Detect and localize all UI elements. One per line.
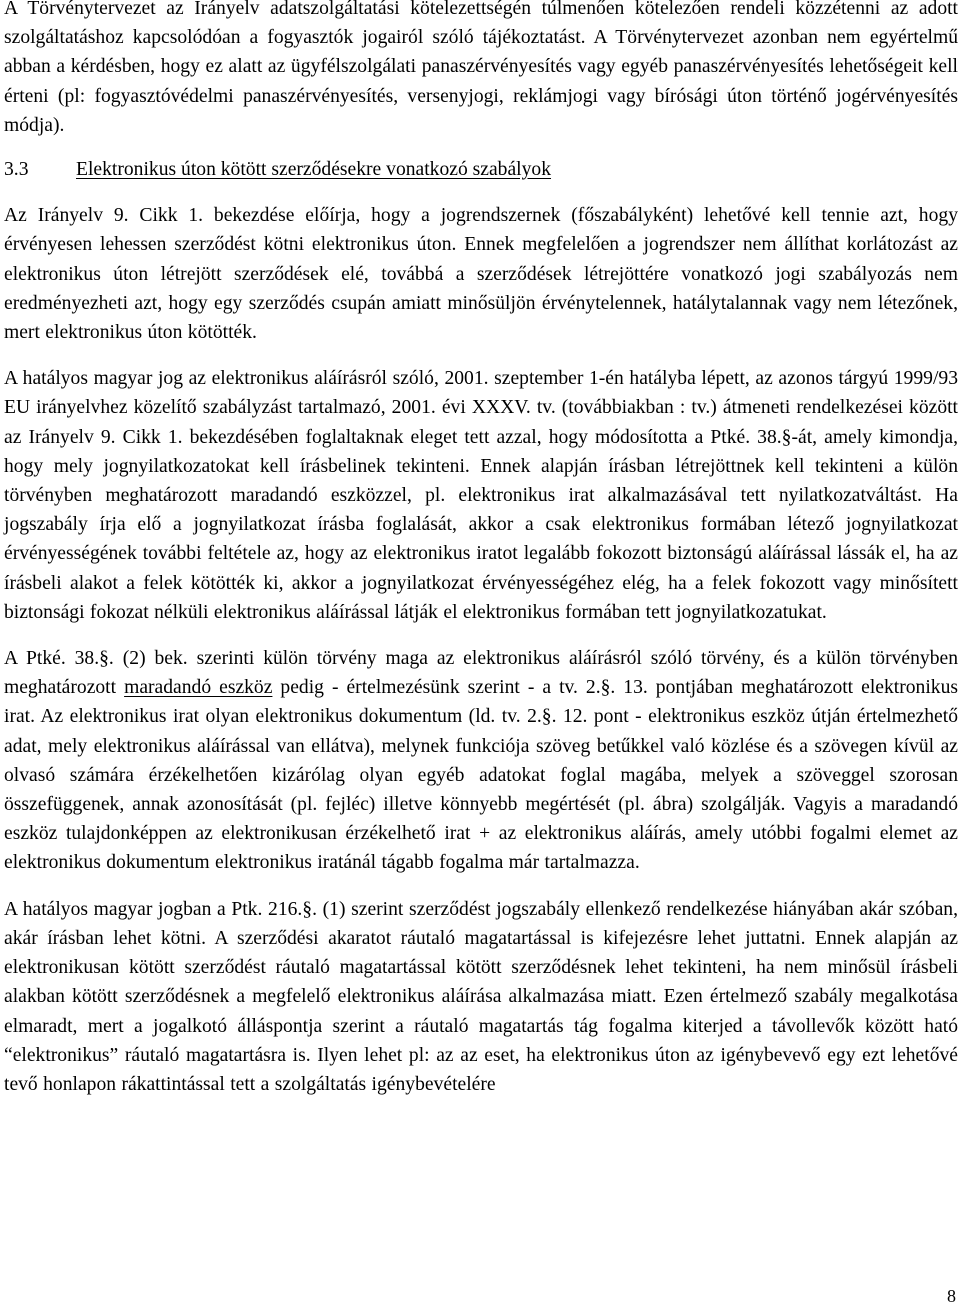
spacer [4,140,958,155]
intro-paragraph: A Törvénytervezet az Irányelv adatszolgáltatási kötelezettségén túlmenően kötelezően rendeli közzétenni az adott szolgáltatáshoz kapcsolódóan a fogyasztók jogairól szóló tájékoztatást. A Törvénytervezet azonban nem egyértelmű abban a kérdésben, hogy ez alatt az ügyfélszolgálati panaszérvényesítés vagy egyéb panaszérvényesítés lehetőségeit kell érteni (pl: fogyasztóvédelmi panaszérvényesítés, versenyjogi, reklámjogi vagy bírósági úton történő jogérvényesítés módja). [4,0,958,136]
spacer [4,184,958,201]
paragraph-hungarian-law: A hatályos magyar jog az elektronikus aláírásról szóló, 2001. szeptember 1-én hatályba lépett, az azonos tárgyú 1999/93 EU irányelvhez közelítő szabályzást tartalmazó, 2001. évi XXXV. tv. (továbbiakban : tv.) átmeneti rendelkezései között az Irányelv 9. Cikk 1. bekezdésében foglaltaknak eleget tett azzal, hogy módosította a Ptké. 38.§-át, amely kimondja, hogy mely jognyilatkozatokat kell írásbelinek tekinteni. Ennek alapján írásban létrejöttnek kell tekinteni a külön törvényben meghatározott maradandó eszközzel, pl. elektronikus irat alkalmazásával tett nyilatkozatváltást. Ha jogszabály írja elő a jognyilatkozat írásba foglalását, akkor a csak elektronikus formában létező jognyilatkozat érvényességének további feltétele az, hogy az elektronikus iratot legalább fokozott biztonságú aláírással lássák el, ha az írásbeli alakot a felek kötötték ki, akkor a jognyilatkozat érvényességéhez elég, ha a felek fokozott vagy minősített biztonsági fokozat nélküli elektronikus aláírással látják el elektronikus formában tett jognyilatkozatukat. [4,368,958,623]
paragraph-directive: Az Irányelv 9. Cikk 1. bekezdése előírja, hogy a jogrendszernek (főszabályként) lehetővé kell tennie azt, hogy érvényesen lehessen szerződést kötni elektronikus úton. Ennek megfelelően a jogrendszer nem állíthat korlátozást az elektronikus úton létrejött szerződések elé, továbbá a szerződések létrejöttére vonatkozó jogi szabályozás nem eredményezheti azt, hogy egy szerződés csupán amiatt minősüljön érvénytelennek, hatálytalannak vagy nem létezőnek, mert elektronikus úton kötötték. [4,205,958,344]
spacer [4,627,958,644]
paragraph-ptk-216: A hatályos magyar jogban a Ptk. 216.§. (1) szerint szerződést jogszabály ellenkező rendelkezése hiányában akár szóban, akár írásban lehet kötni. A szerződési akaratot ráutaló magatartással is kifejezésre lehet juttatni. Ennek alapján az elektronikusan kötött szerződést ráutaló magatartással kötött szerződésnek lehet tekinteni, ha nem minősül írásbeli alakban kötött szerződésnek a megfelelő elektronikus aláírása alkalmazása miatt. Ezen értelmező szabály megalkotása elmaradt, mert a jogalkotó álláspontja szerint a ráutaló magatartás tág fogalma kiterjed a távollevők között ható “elektronikus” ráutaló magatartásra is. Ilyen lehet pl: az az eset, ha elektronikus úton az igénybevevő egy ezt lehetővé tevő honlapon rákattintással tett a szolgáltatás igénybevételére [4,898,958,1095]
section-title: Elektronikus úton kötött szerződésekre vonatkozó szabályok [76,159,552,181]
page-number: 8 [947,1286,956,1306]
section-heading [4,155,958,184]
underlined-term: maradandó eszköz [124,677,273,699]
document-page [4,0,958,1099]
spacer [4,347,958,364]
paragraph-ptke-start: A Ptké. 38.§. (2) bek. szerinti külön törvény maga az elektronikus aláírásról szóló törvény, és a külön törvényben meghatározott [4,648,958,699]
paragraph-ptke-end: pedig - értelmezésünk szerint - a tv. 2.§. 13. pontjában meghatározott elektronikus irat. Az elektronikus irat olyan elektronikus dokumentum (ld. tv. 2.§. 12. pont - elektronikus eszköz útján értelmezhető adat, mely elektronikus aláírással van ellátva), melynek funkciója szöveg betűkkel való közlése és a szövegen kívül az olvasó számára érzékelhetően kizárólag olyan egyéb adatokat foglal magába, melyek a szöveggel szorosan összefüggenek, annak azonosítását (pl. fejléc) illetve könnyebb megértését (pl. ábra) szolgálják. Vagyis a maradandó eszköz tulajdonképpen az elektronikusan érzékelhető irat + az elektronikus aláírás, amely utóbbi fogalmi elemet az elektronikus dokumentum elektronikus iratánál tágabb fogalma már tartalmazza. [4,677,958,874]
spacer [4,878,958,895]
paragraph-ptke [4,644,958,878]
section-number: 3.3 [4,159,29,181]
